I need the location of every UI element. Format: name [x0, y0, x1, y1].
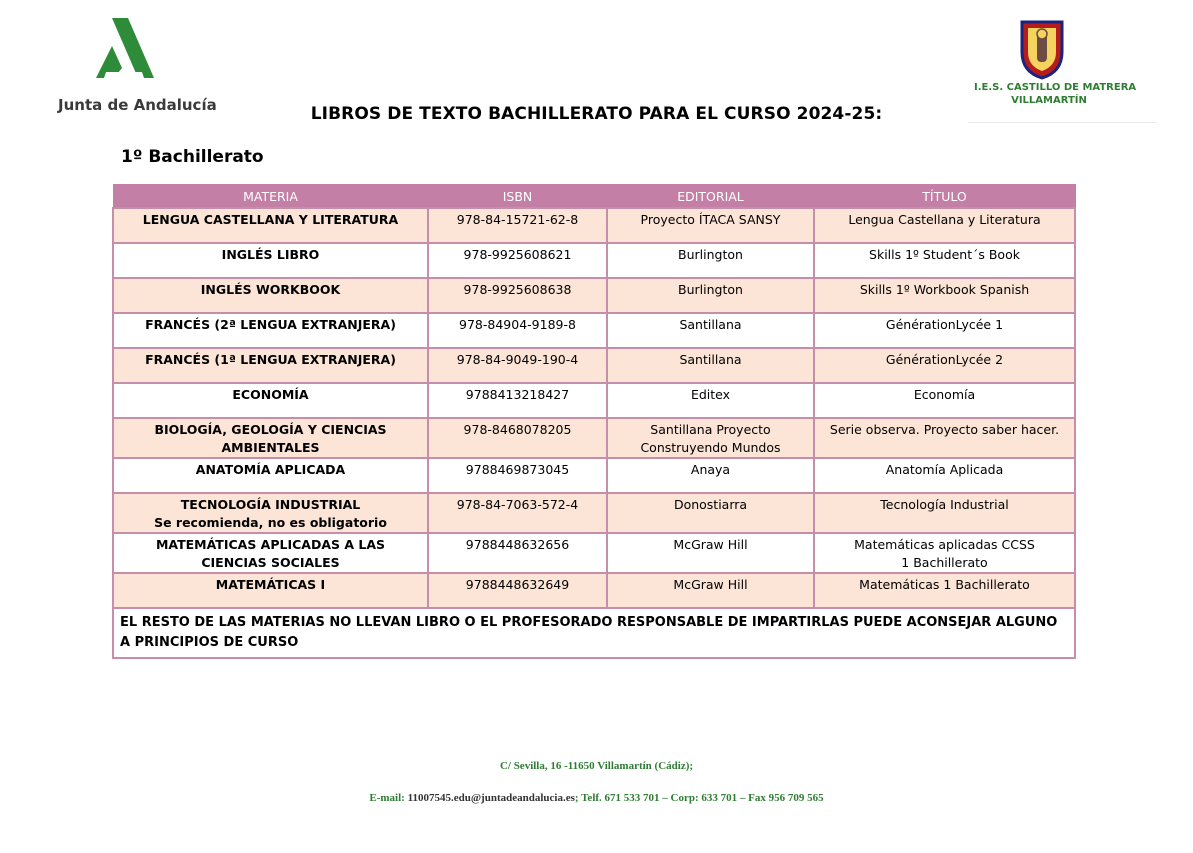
cell-isbn: [428, 278, 607, 313]
books-table: [112, 184, 1076, 659]
cell-isbn: [428, 208, 607, 243]
cell-isbn: [428, 573, 607, 608]
table-row: [113, 493, 1075, 533]
cell-materia-line1: BIOLOGÍA, GEOLOGÍA Y CIENCIAS: [154, 422, 387, 437]
junta-de-andalucia-text: Junta de Andalucía: [58, 96, 217, 114]
andalucia-emblem-icon: [92, 16, 156, 80]
cell-titulo-line1: Tecnología Industrial: [880, 497, 1009, 512]
cell-editorial-line1: McGraw Hill: [673, 537, 748, 552]
cell-editorial-line1: Anaya: [690, 462, 731, 477]
cell-isbn-line1: 9788448632656: [465, 537, 570, 552]
rest-of-subjects-note: EL RESTO DE LAS MATERIAS NO LLEVAN LIBRO O EL PROFESORADO RESPONSABLE DE IMPARTIRLAS PUEDE ACONSEJAR ALGUNO A PRINCIPIOS DE CURSO: [113, 608, 1075, 658]
cell-isbn: [428, 383, 607, 418]
cell-isbn-line1: 978-84-15721-62-8: [456, 212, 579, 227]
cell-titulo-line1: Lengua Castellana y Literatura: [848, 212, 1041, 227]
footer-email-label: E-mail:: [369, 792, 408, 804]
cell-isbn: [428, 243, 607, 278]
cell-isbn-line1: 9788448632649: [465, 577, 570, 592]
cell-materia-line1: ANATOMÍA APLICADA: [195, 462, 346, 477]
cell-materia-line1: TECNOLOGÍA INDUSTRIAL: [180, 497, 361, 512]
table-row: [113, 243, 1075, 278]
cell-materia: [113, 383, 428, 418]
cell-titulo: [814, 383, 1075, 418]
table-row: [113, 383, 1075, 418]
page-title: LIBROS DE TEXTO BACHILLERATO PARA EL CURSO 2024-25:: [310, 104, 883, 124]
cell-materia: [113, 573, 428, 608]
cell-titulo: [814, 243, 1075, 278]
cell-titulo: [814, 278, 1075, 313]
cell-editorial-line1: Editex: [690, 387, 731, 402]
cell-isbn: [428, 348, 607, 383]
cell-titulo: [814, 493, 1075, 533]
column-header-isbn: ISBN: [428, 185, 607, 209]
table-row: [113, 418, 1075, 458]
cell-editorial: [607, 493, 814, 533]
column-header-titulo: TÍTULO: [814, 185, 1075, 209]
cell-isbn-line1: 978-9925608621: [463, 247, 572, 262]
cell-titulo-line1: Economía: [913, 387, 976, 402]
cell-isbn: [428, 313, 607, 348]
cell-isbn-line1: 978-84904-9189-8: [459, 317, 576, 332]
section-title: 1º Bachillerato: [121, 147, 264, 167]
cell-materia-line1: MATEMÁTICAS I: [215, 577, 326, 592]
table-row: [113, 313, 1075, 348]
cell-titulo-line1: Skills 1º Workbook Spanish: [859, 282, 1030, 297]
cell-isbn-line1: 978-9925608638: [463, 282, 572, 297]
cell-materia-line1: FRANCÉS (1ª LENGUA EXTRANJERA): [145, 352, 396, 367]
cell-isbn-line1: 978-84-7063-572-4: [456, 497, 579, 512]
school-town: VILLAMARTÍN: [1011, 95, 1087, 106]
cell-materia-line1: ECONOMÍA: [232, 387, 309, 402]
cell-editorial-line1: McGraw Hill: [673, 577, 748, 592]
cell-materia-line1: INGLÉS LIBRO: [221, 247, 320, 262]
cell-editorial-line1: Burlington: [678, 247, 743, 262]
table-header-row: [113, 185, 1075, 209]
cell-titulo: [814, 533, 1075, 573]
column-header-editorial: EDITORIAL: [607, 185, 814, 209]
table-row: [113, 208, 1075, 243]
cell-titulo-line2: 1 Bachillerato: [901, 555, 988, 570]
column-header-materia: MATERIA: [113, 185, 428, 209]
footer-phones: ; Telf. 671 533 701 – Corp: 633 701 – Fax 956 709 565: [574, 792, 824, 804]
cell-materia: [113, 208, 428, 243]
cell-materia: [113, 243, 428, 278]
cell-titulo-line1: Serie observa. Proyecto saber hacer.: [829, 422, 1060, 437]
table-row: [113, 533, 1075, 573]
footer-address: C/ Sevilla, 16 -11650 Villamartín (Cádiz);: [499, 760, 694, 772]
cell-materia: [113, 348, 428, 383]
cell-editorial: [607, 573, 814, 608]
cell-materia: [113, 278, 428, 313]
school-crest-icon: [1018, 18, 1066, 80]
cell-titulo-line1: GénérationLycée 1: [885, 317, 1004, 332]
cell-isbn: [428, 493, 607, 533]
cell-editorial-line1: Burlington: [678, 282, 743, 297]
cell-materia: [113, 313, 428, 348]
table-row: [113, 348, 1075, 383]
cell-titulo-line1: GénérationLycée 2: [885, 352, 1004, 367]
table-row: [113, 458, 1075, 493]
cell-isbn-line1: 978-8468078205: [463, 422, 572, 437]
cell-isbn: [428, 458, 607, 493]
cell-editorial: [607, 383, 814, 418]
cell-titulo: [814, 418, 1075, 458]
cell-isbn: [428, 418, 607, 458]
cell-materia-line2: AMBIENTALES: [221, 440, 320, 455]
cell-materia: [113, 458, 428, 493]
cell-editorial-line1: Santillana Proyecto: [650, 422, 771, 437]
cell-titulo: [814, 348, 1075, 383]
cell-editorial-line1: Proyecto ÍTACA SANSY: [640, 212, 781, 227]
cell-materia-line1: LENGUA CASTELLANA Y LITERATURA: [142, 212, 399, 227]
cell-isbn: [428, 533, 607, 573]
note-row: [113, 608, 1075, 658]
cell-editorial-line1: Donostiarra: [673, 497, 748, 512]
school-name: I.E.S. CASTILLO DE MATRERA: [974, 82, 1137, 93]
cell-materia-line1: MATEMÁTICAS APLICADAS A LAS: [155, 537, 386, 552]
cell-titulo-line1: Skills 1º Student´s Book: [869, 247, 1020, 262]
cell-editorial: [607, 243, 814, 278]
footer-contact: [0, 792, 1193, 804]
cell-editorial-line2: Construyendo Mundos: [640, 440, 781, 455]
cell-materia-line2: CIENCIAS SOCIALES: [201, 555, 340, 570]
cell-isbn-line1: 9788469873045: [465, 462, 570, 477]
cell-materia: [113, 418, 428, 458]
cell-materia-line1: FRANCÉS (2ª LENGUA EXTRANJERA): [145, 317, 396, 332]
table-row: [113, 573, 1075, 608]
cell-titulo: [814, 313, 1075, 348]
cell-titulo-line1: Matemáticas 1 Bachillerato: [859, 577, 1030, 592]
cell-editorial: [607, 458, 814, 493]
cell-isbn-line1: 978-84-9049-190-4: [456, 352, 579, 367]
cell-editorial-line1: Santillana: [679, 317, 742, 332]
cell-materia: [113, 493, 428, 533]
cell-titulo: [814, 458, 1075, 493]
cell-materia: [113, 533, 428, 573]
cell-titulo-line1: Matemáticas aplicadas CCSS: [854, 537, 1035, 552]
cell-titulo: [814, 573, 1075, 608]
junta-de-andalucia-logo: [58, 16, 217, 114]
cell-editorial: [607, 278, 814, 313]
cell-titulo: [814, 208, 1075, 243]
table-row: [113, 278, 1075, 313]
cell-editorial: [607, 313, 814, 348]
cell-materia-line2: Se recomienda, no es obligatorio: [154, 515, 387, 530]
cell-editorial: [607, 533, 814, 573]
cell-isbn-line1: 9788413218427: [465, 387, 570, 402]
cell-editorial: [607, 208, 814, 243]
cell-editorial: [607, 418, 814, 458]
cell-editorial: [607, 348, 814, 383]
footer-email[interactable]: 11007545.edu@juntadeandalucia.es: [407, 792, 575, 804]
cell-materia-line1: INGLÉS WORKBOOK: [200, 282, 341, 297]
cell-editorial-line1: Santillana: [679, 352, 742, 367]
cell-titulo-line1: Anatomía Aplicada: [885, 462, 1004, 477]
